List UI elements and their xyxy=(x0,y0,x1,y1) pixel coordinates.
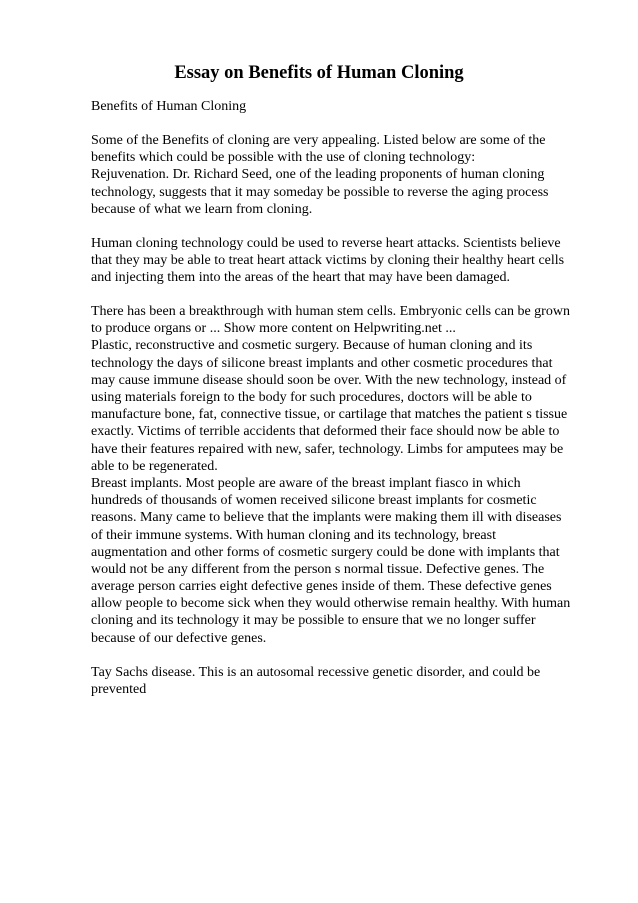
paragraph-2 xyxy=(91,235,601,287)
text-line: have their features repaired with new, safer, technology. Limbs for amputees may be xyxy=(91,441,564,457)
paragraph-4 xyxy=(91,664,601,698)
document-body xyxy=(91,98,601,698)
text-line: would not be any different from the person s normal tissue. Defective genes. The xyxy=(91,561,545,577)
text-line: average person carries eight defective genes inside of them. These defective genes xyxy=(91,579,552,595)
text-line: of their immune systems. With human cloning and its technology, breast xyxy=(91,527,496,543)
text-line: technology the days of silicone breast implants and other cosmetic procedures that xyxy=(91,355,553,371)
text-line: Human cloning technology could be used to reverse heart attacks. Scientists believe xyxy=(91,235,561,251)
text-line: There has been a breakthrough with human stem cells. Embryonic cells can be grown xyxy=(91,304,570,320)
text-line: because of our defective genes. xyxy=(91,630,267,646)
text-line: Rejuvenation. Dr. Richard Seed, one of the leading proponents of human cloning xyxy=(91,167,545,183)
paragraph-spacer xyxy=(91,218,601,235)
paragraph-spacer xyxy=(91,115,601,132)
text-line: cloning and its technology it may be possible to ensure that we no longer suffer xyxy=(91,613,536,629)
text-line: Tay Sachs disease. This is an autosomal recessive genetic disorder, and could be xyxy=(91,664,541,680)
text-line: exactly. Victims of terrible accidents that deformed their face should now be able to xyxy=(91,424,560,440)
text-line: because of what we learn from cloning. xyxy=(91,201,313,217)
text-line: that they may be able to treat heart attack victims by cloning their healthy heart cells xyxy=(91,252,565,268)
text-line: allow people to become sick when they would otherwise remain healthy. With human xyxy=(91,596,571,612)
text-line: able to be regenerated. xyxy=(91,458,218,474)
document-subtitle: Benefits of Human Cloning xyxy=(91,99,247,114)
paragraph-3 xyxy=(91,303,601,647)
text-line: technology, suggests that it may someday be possible to reverse the aging process xyxy=(91,184,549,200)
text-line: Plastic, reconstructive and cosmetic surgery. Because of human cloning and its xyxy=(91,338,533,354)
paragraph-1 xyxy=(91,132,601,218)
document-title: Essay on Benefits of Human Cloning xyxy=(174,63,464,83)
text-line: and injecting them into the areas of the heart that may have been damaged. xyxy=(91,270,511,286)
text-line: may cause immune disease should soon be over. With the new technology, instead of xyxy=(91,372,567,388)
text-line: augmentation and other forms of cosmetic surgery could be done with implants that xyxy=(91,544,560,560)
text-line: reasons. Many came to believe that the implants were making them ill with diseases xyxy=(91,510,562,526)
text-line: hundreds of thousands of women received silicone breast implants for cosmetic xyxy=(91,493,537,509)
paragraph-spacer xyxy=(91,647,601,664)
paragraph-spacer xyxy=(91,286,601,303)
text-line: Some of the Benefits of cloning are very appealing. Listed below are some of the xyxy=(91,132,546,148)
text-line: prevented xyxy=(91,681,147,697)
text-line: using materials foreign to the body for such procedures, doctors will be able to xyxy=(91,390,532,406)
text-line: Breast implants. Most people are aware of the breast implant fiasco in which xyxy=(91,475,521,491)
text-line: manufacture bone, fat, connective tissue, or cartilage that matches the patient s tissue xyxy=(91,407,568,423)
text-line: to produce organs or ... Show more content on Helpwriting.net ... xyxy=(91,321,456,337)
text-line: benefits which could be possible with the use of cloning technology: xyxy=(91,150,476,166)
